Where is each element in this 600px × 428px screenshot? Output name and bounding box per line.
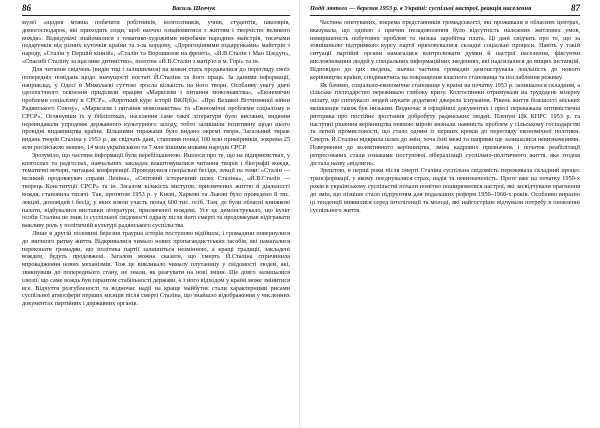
paragraph: Зрештою, в перші роки після смерті Сталіна суспільна свідомість переживала складний процес трансформації, у якому поєднувалися страх, надія та невизначеність. Проте вже на початку 1950-х років в українському суспільстві почали помітно поширюватися настрої, які засвідчували прагнення до змін, що пізніше стало підґрунтям для подальших реформ 1950–1960-х років. Особливо виразно ці тенденції виявилися серед інтелігенції та молоді, які найгостріше відчували потребу в оновленні суспільного життя. — [310, 167, 580, 214]
left-page-body — [22, 19, 290, 308]
paragraph: Зрозуміло, що частина інформації була перебільшеною. Йшлося про те, що на підприємствах, у колгоспах та радгоспах, навчальних закладах влаштовувалися читання творів і біографії вождя, тематичні вечори, читацькі конференції. Проводилися спеціальні бесіди, лекції на теми: «Сталін — великий продовжувач справи Леніна», «Світовий історичний шлях Сталіна», «Й.В.Сталін — творець Конституції СРСР» та ін. Загалом кількість виступів, присвячених життю й діяльності вождя, становила тисячі. Так, протягом 1953 р. у Києві, Харкові та Львові було проведено 8 тис. лекцій, доповідей і бесід, у яких взяли участь понад 600 тис. осіб. Там, де були обласні книжкові палати, відбувалися виставки літератури, присвяченої вождеві. Усе це демонструвало, що культ особи Сталіна не зник із суспільної свідомості одразу після його смерті та продовжував відігравати важливу роль у політичній культурі радянського суспільства. — [22, 151, 290, 230]
paragraph: Частина опитуваних, зокрема представників громадськості, які проживали в обласних центрах, вказувала, що однією з причин незадоволення було відсутність належних житлових умов, невирішеність побутових проблем та низька заробітна плата. Ці дані свідчать про те, що за зовнішньою підтримкою курсу партії приховувалися складні соціальні процеси. Навіть у такій ситуації партійні органи намагалися контролювати думки й настрої населення, фіксуючи висловлювання людей у спеціальних інформаційних зведеннях, які надсилалися до вищих інстанцій. Відповідно до цих зведень, значна частина громадян демонструвала лояльність до нового керівництва країни, сподіваючись на покращення власного становища та послаблення режиму. — [310, 19, 580, 81]
left-running-head: Василь Шевчук — [172, 5, 216, 12]
left-page — [0, 0, 296, 428]
paragraph: Лише в другій половині березня траурна історія поступово відійшла, і громадяни повернулися до звичного ритму життя. Відкривалися чимало нових пропагандистських засобів, які намагалися переконати громадян, що політика партії залишиться незмінною, а кращі традиції, закладені вождем, будуть продовжені. Загалом можна сказати, що смерть Й.Сталіна спричинила впровадження нових механізмів. Тож це викликало чималу плутанину у свідомості людей, які, звикнувши до попереднього стану, не знали, як реагувати на нові зміни. Ще довго залишалися ілюзії, що саме вождь був гарантом стабільності держави, а з його відходом у країні може змінитися все. Відчуття розгубленості та водночас надії на краще майбутнє стали характерними рисами суспільної атмосфери перших місяців після смерті Сталіна, що знайшло відображення у численних документах партійних і державних органів. — [22, 229, 290, 308]
paragraph: Як бачимо, соціально-економічне становище у країні на початку 1953 р. залишалося складним, а сільське господарство переживало глибоку кризу. Колгоспники отримували на трудодень мізерну оплату, що спонукало людей шукати додаткові джерела існування. Рівень життя більшості міських мешканців також був низьким. Водночас в офіційних документах і пресі переважала оптимістична риторика про постійне зростання добробуту радянських людей. Пленум ЦК КПРС 1953 р. та наступні рішення керівництва певною мірою визнали наявність проблем у сільському господарстві та легкій промисловості, що стало одним із перших кроків до перегляду економічної політики. Смерть Й.Сталіна відкрила шлях до змін, хоча їхні межі та напрями ще залишалися невизначеними. Повернення до колективного керівництва, зміна кадрових призначень і початок реабілітації репресованих стали ознаками поступової лібералізації суспільно-політичного життя, яка згодом дістала назву «відлиги». — [310, 81, 580, 167]
book-gutter — [299, 0, 300, 428]
right-running-head: Події лютого — березня 1953 р. в Україні: суспільні настрої, реакція населення — [310, 5, 532, 12]
left-page-header — [22, 3, 290, 16]
paragraph: Для читання свідчень (видів тщі і залишилися) на кожен стать продавалися до перегляду своїх попередніх повідань щодо значущості постаті Й.Сталіна та його праць. За даними інформації, наприклад, у Одесі й Миколаєві суттєво зросла кількість на його твори. Особливу увагу діячі ідеологічного освоєння приділяли працям «Марксизм і питання мовознавства», «Економічні проблеми соціалізму в СРСР», «Короткий курс історії ВКП(б)». «Про Великої Вітчизняної війни Радянського Союзу», «Марксизм і питання мовознавства» та «Економічні проблеми соціалізму в СРСР». Оглянувши їх у бібліотеках, населення саме такої літератури було високим, видання перевидавали упродовж державного культурного заходу, тобто залишили позитивну щодо цього провідні видавництва країни. Більшими тиражами було видано окремі твори. Загальний тираж видань творів Сталіна у 1953 р., як свідчать дані, становив понад 100 млн примірників, зокрема 25 млн російською мовою, 14 млн українською та 7 млн іншими мовами народів СРСР. — [22, 65, 290, 151]
left-page-number: 86 — [22, 3, 31, 13]
right-page-body — [310, 19, 580, 214]
right-page-number: 87 — [571, 3, 580, 13]
right-page-header — [310, 3, 580, 16]
paragraph: музеї «щодня можна побачити робітників, колгоспників, учнів, студентів, школярів, домогосподарок, які приходять сюди, щоб наочно ознайомитися з життям і творчістю великого вождя». Відвідувачі знайомилися з тематико-художніми виробами народних майстрів, тисячами подарунків від різних куточків країни та з-за кордону, «Дорогоцінними подарунками» майстрів з народу, «Сталін у Першій кінній», «Сталін та Ворошилов на фронті», «Й.В.Сталін і Мао Цзедун», «Спасибі Сталіну за щасливе дитинство», полотна «Й.В.Сталін з матір'ю в м. Горі» та ін. — [22, 19, 290, 66]
right-page — [304, 0, 600, 428]
